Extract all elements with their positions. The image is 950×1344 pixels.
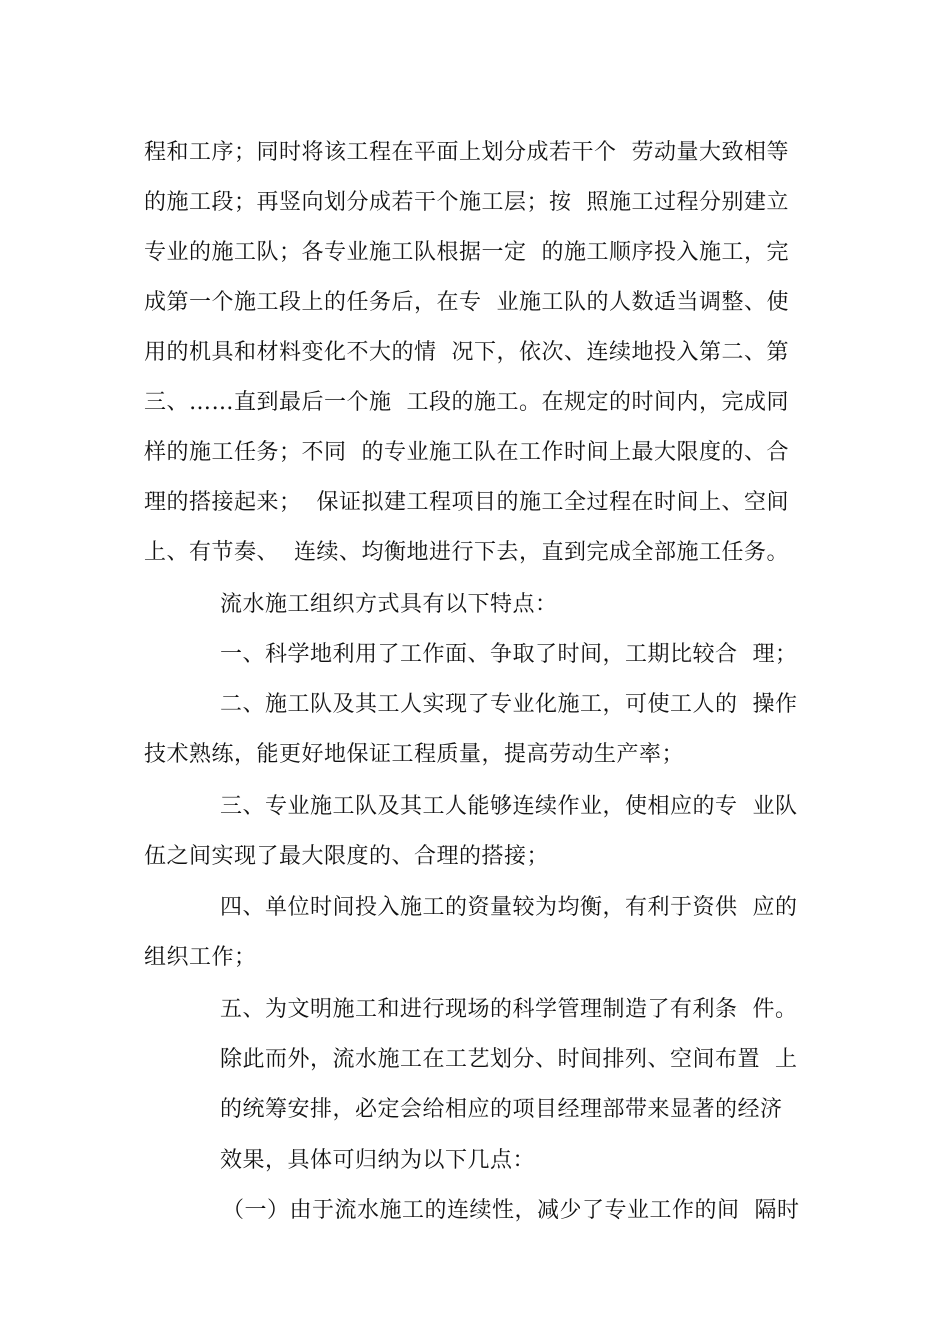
text-line: 上、有节奏、 连续、均衡地进行下去，直到完成全部施工任务。	[144, 540, 789, 565]
text-line: 专业的施工队；各专业施工队根据一定 的施工顺序投入施工，完	[144, 240, 789, 265]
text-line: 组织工作；	[144, 945, 257, 970]
list-item: 一、科学地利用了工作面、争取了时间，工期比较合 理；	[220, 642, 798, 667]
text-line: 理的搭接起来； 保证拟建工程项目的施工全过程在时间上、空间	[144, 490, 789, 515]
list-item: 二、施工队及其工人实现了专业化施工，可使工人的 操作	[220, 692, 798, 717]
text-line: 效果，具体可归纳为以下几点：	[220, 1148, 536, 1173]
list-item: 三、专业施工队及其工人能够连续作业，使相应的专 业队	[220, 794, 798, 819]
list-item: （一）由于流水施工的连续性，减少了专业工作的间 隔时	[222, 1198, 800, 1223]
text-line: 伍之间实现了最大限度的、合理的搭接；	[144, 844, 550, 869]
text-line: 样的施工任务；不同 的专业施工队在工作时间上最大限度的、合	[144, 440, 789, 465]
text-line: 程和工序；同时将该工程在平面上划分成若干个 劳动量大致相等	[144, 140, 789, 165]
list-item: 四、单位时间投入施工的资量较为均衡，有利于资供 应的	[220, 895, 798, 920]
section-heading: 流水施工组织方式具有以下特点：	[220, 592, 558, 617]
text-line: 三、……直到最后一个施 工段的施工。在规定的时间内，完成同	[144, 390, 789, 415]
text-line: 除此而外，流水施工在工艺划分、时间排列、空间布置 上	[220, 1047, 798, 1072]
text-line: 用的机具和材料变化不大的情 况下，依次、连续地投入第二、第	[144, 340, 789, 365]
text-line: 技术熟练，能更好地保证工程质量，提高劳动生产率；	[144, 742, 685, 767]
list-item: 五、为文明施工和进行现场的科学管理制造了有利条 件。	[220, 997, 798, 1022]
text-line: 成第一个施工段上的任务后，在专 业施工队的人数适当调整、使	[144, 290, 789, 315]
text-line: 的统筹安排，必定会给相应的项目经理部带来显著的经济	[220, 1097, 783, 1122]
text-line: 的施工段；再竖向划分成若干个施工层；按 照施工过程分别建立	[144, 190, 789, 215]
